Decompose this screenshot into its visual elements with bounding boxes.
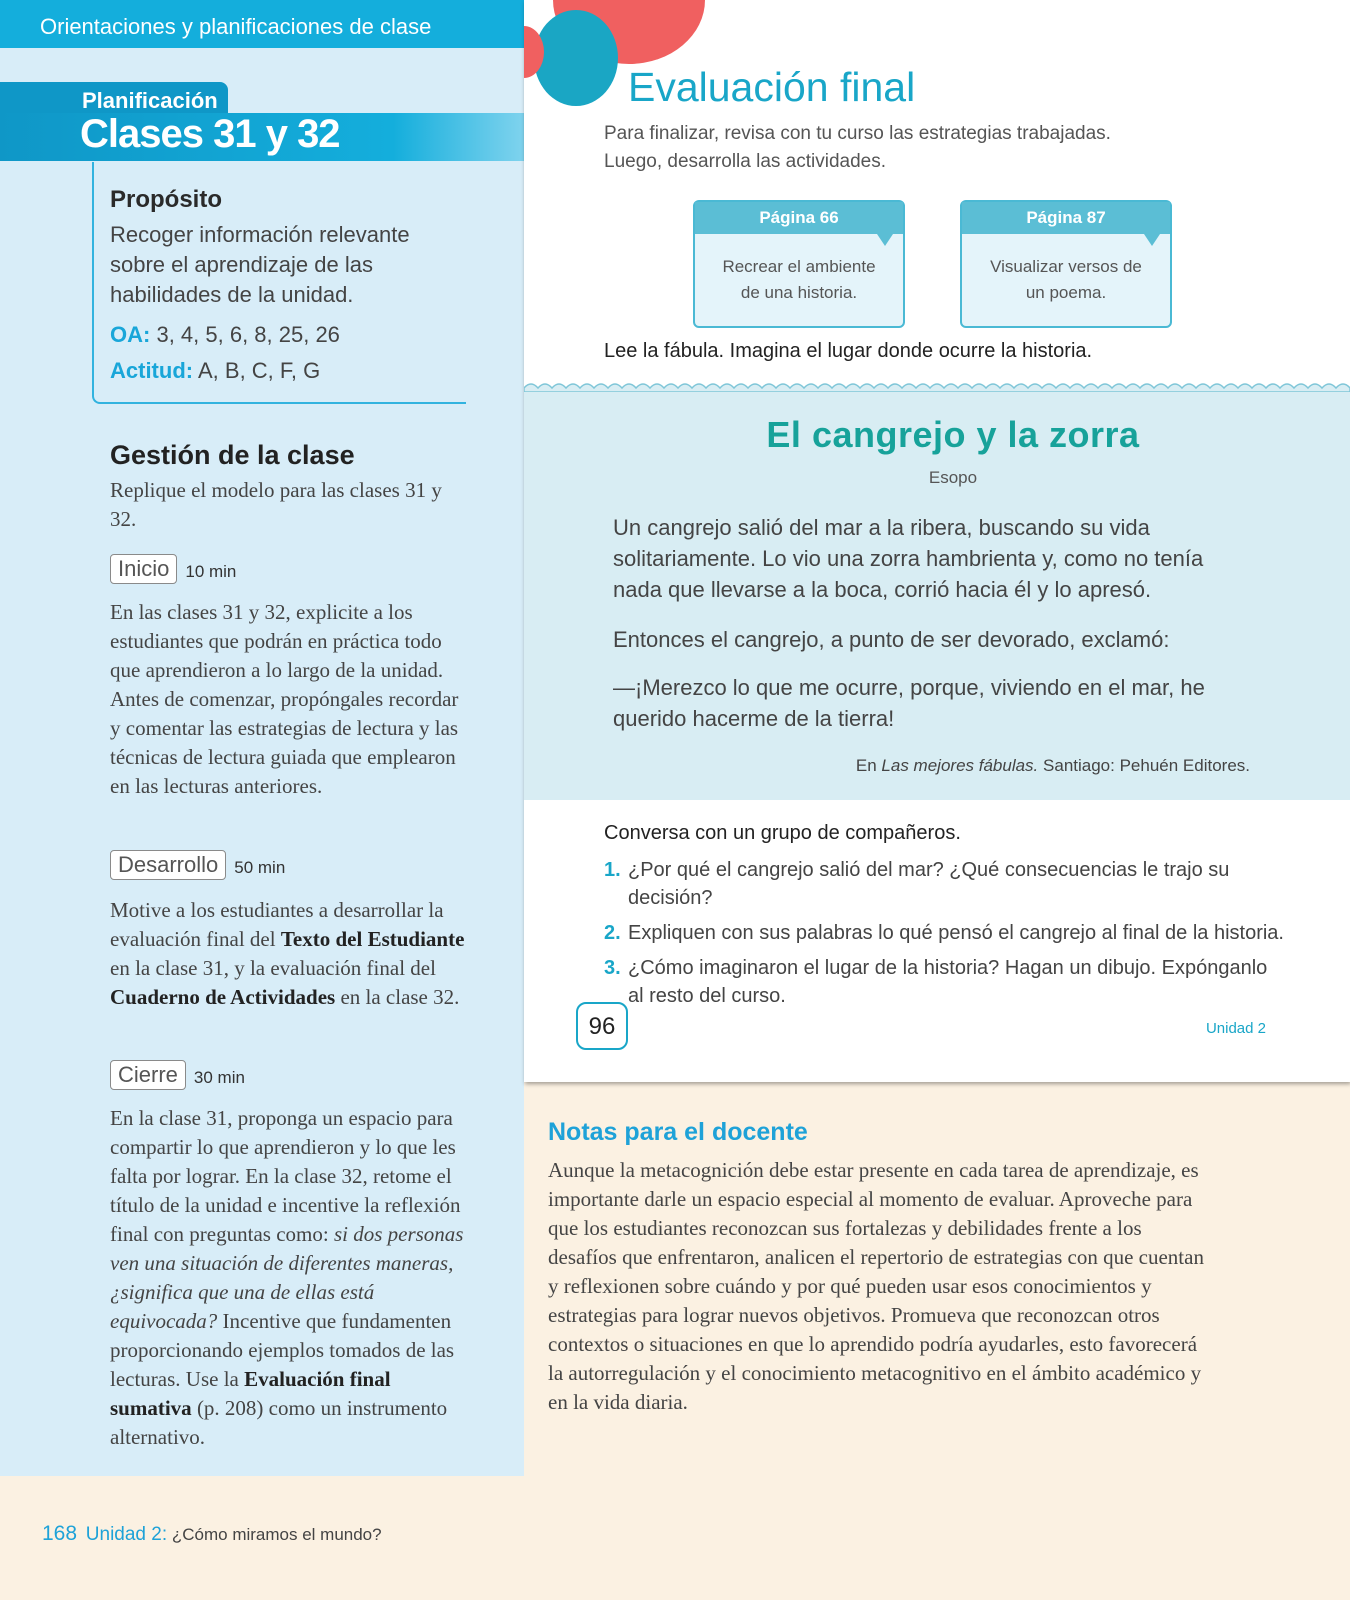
teacher-column (0, 0, 524, 1476)
oa-label: OA: (110, 322, 151, 347)
phase-label: Desarrollo (110, 850, 226, 880)
card-notch (877, 234, 893, 246)
phase-text: En la clase 31, proponga un espacio para compartir lo que aprendieron y lo que les falta por lograr. En la clase 32, retome el título de la unidad e incentive la reflexión final con preguntas como: si dos personas ven una situación de diferentes maneras, ¿significa que una de ellas está equivocada? Incentive que fundamenten proporcionando ejemplos tomados de las lecturas. Use la Evaluación final sumativa (p. 208) como un instrumento alternativo. (110, 1106, 464, 1449)
phase-duration: 10 min (185, 562, 237, 581)
intro-text: Para finalizar, revisa con tu curso las estrategias trabajadas. Luego, desarrolla las actividades. (604, 123, 1111, 172)
student-page-number: 96 (576, 1002, 628, 1050)
notes-heading: Notas para el docente (548, 1118, 808, 1146)
student-page (524, 0, 1350, 1082)
story-source: En Las mejores fábulas. Santiago: Pehuén Editores. (855, 756, 1250, 775)
management-intro: Replique el modelo para las clases 31 y 32. (110, 478, 442, 531)
footer-unit: Unidad 2: (85, 1524, 168, 1545)
purpose-text: Recoger información relevante sobre el aprendizaje de las habilidades de la unidad. (110, 222, 410, 307)
question-list (604, 856, 1284, 1017)
phase-label: Inicio (110, 554, 177, 584)
strategy-card (960, 200, 1172, 328)
unit-label: Unidad 2 (1205, 1020, 1266, 1037)
page-number: 168 (42, 1522, 78, 1545)
reading-instruction: Lee la fábula. Imagina el lugar donde ocurre la historia. (604, 340, 1093, 362)
card-page: Página 87 (962, 202, 1170, 234)
planning-tab: Planificación (0, 82, 228, 118)
discussion-heading: Conversa con un grupo de compañeros. (604, 822, 961, 844)
story-paragraph: —¡Merezco lo que me ocurre, porque, viviendo en el mar, he querido hacerme de la tierra! (613, 675, 1205, 731)
phase-duration: 30 min (193, 1068, 245, 1087)
management-heading: Gestión de la clase (110, 440, 355, 470)
phase-text: Motive a los estudiantes a desarrollar la evaluación final del Texto del Estudiante en la clase 31, y la evaluación final del Cuaderno de Actividades en la clase 32. (110, 898, 465, 1009)
card-text: Visualizar versos de un poema. (990, 257, 1142, 302)
card-text: Recrear el ambiente de una historia. (722, 257, 876, 302)
story-paragraph: Un cangrejo salió del mar a la ribera, buscando su vida solitariamente. Lo vio una zorra hambrienta y, como no tenía nada que llevarse a la boca, corrió hacia él y lo apresó. (613, 515, 1204, 602)
attitude-value: A, B, C, F, G (198, 358, 321, 383)
question-item: 1. ¿Por qué el cangrejo salió del mar? ¿Qué consecuencias le trajo su decisión? (604, 859, 1230, 909)
phase-inicio (110, 554, 236, 584)
phase-text: En las clases 31 y 32, explicite a los estudiantes que podrán en práctica todo que aprendieron a lo largo de la unidad. Antes de comenzar, propóngales recordar y comentar las estrategias de lectura y las técnicas de lectura guiada que emplearon en las lecturas anteriores. (110, 600, 459, 798)
strategy-card (693, 200, 905, 328)
section-header: Orientaciones y planificaciones de clase (0, 0, 524, 48)
purpose-box (92, 162, 466, 404)
phase-label: Cierre (110, 1060, 186, 1090)
purpose-heading: Propósito (110, 186, 222, 213)
question-item: 2. Expliquen con sus palabras lo qué pensó el cangrejo al final de la historia. (604, 922, 1284, 944)
footer-unit-title: ¿Cómo miramos el mundo? (171, 1525, 382, 1544)
phase-cierre (110, 1060, 245, 1090)
page-title: Evaluación final (628, 64, 916, 110)
wave-divider (524, 380, 1350, 392)
notes-text: Aunque la metacognición debe estar presente en cada tarea de aprendizaje, es importante darle un espacio especial al momento de evaluar. Aproveche para que los estudiantes reconozcan sus fortalezas y debilidades frente a los desafíos que enfrentaron, analicen el repertorio de estrategias con que cuentan y reflexionen sobre cuándo y por qué pueden usar esos conocimientos y estrategias para lograr nuevos objetivos. Promueva que reconozcan otros contextos o situaciones en que lo aprendido podría ayudarles, esto favorecerá la autorregulación y el conocimiento metacognitivo en el ámbito académico y en la vida diaria. (548, 1158, 1204, 1414)
planning-title: Clases 31 y 32 (80, 112, 340, 156)
phase-duration: 50 min (234, 858, 286, 877)
story-author: Esopo (928, 468, 978, 487)
question-item: 3. ¿Cómo imaginaron el lugar de la historia? Hagan un dibujo. Expónganlo al resto del curso. (604, 957, 1268, 1007)
story-paragraph: Entonces el cangrejo, a punto de ser devorado, exclamó: (613, 627, 1170, 652)
phase-desarrollo (110, 850, 285, 880)
oa-value: 3, 4, 5, 6, 8, 25, 26 (156, 322, 340, 347)
card-page: Página 66 (695, 202, 903, 234)
card-notch (1144, 234, 1160, 246)
attitude-label: Actitud: (110, 358, 194, 383)
oa-line (110, 322, 340, 348)
page-footer (42, 1522, 382, 1546)
attitude-line (110, 358, 320, 384)
story-title: El cangrejo y la zorra (766, 414, 1140, 455)
